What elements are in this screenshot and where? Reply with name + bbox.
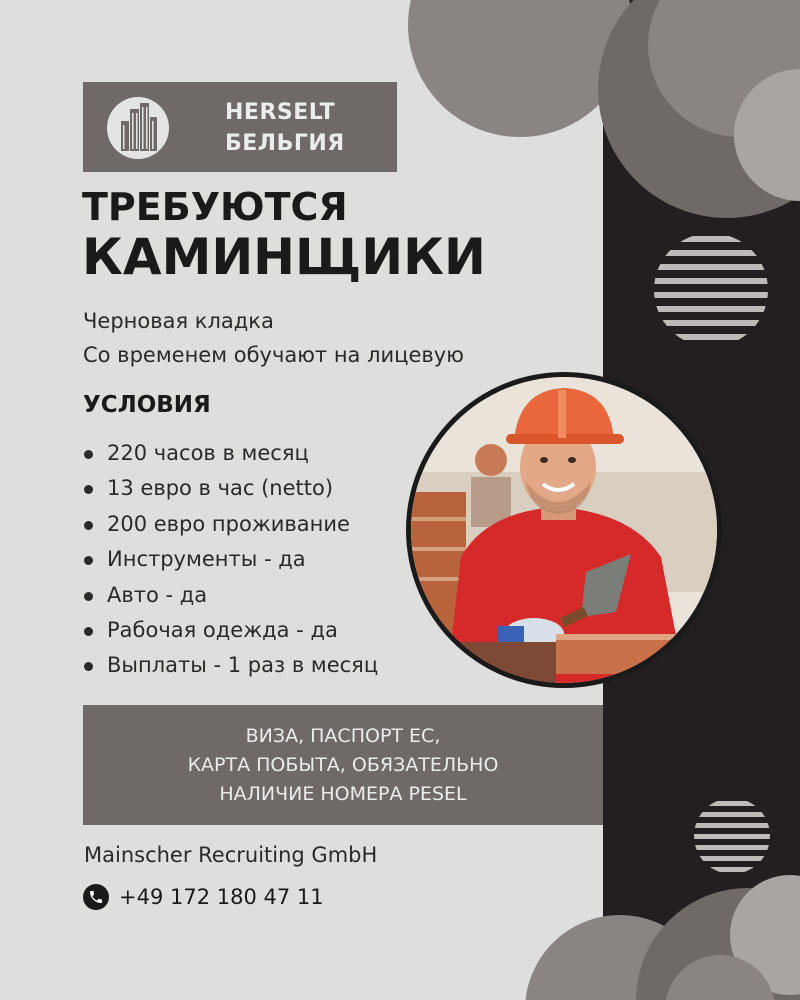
- brand-country: БЕЛЬГИЯ: [225, 131, 345, 156]
- description-line: Со временем обучают на лицевую: [83, 343, 464, 367]
- decor-circle-top-left: [408, 0, 632, 137]
- condition-item: 13 евро в час (netto): [83, 471, 378, 506]
- condition-item: Инструменты - да: [83, 542, 378, 577]
- condition-item: 220 часов в месяц: [83, 436, 378, 471]
- logo-banner: [83, 82, 397, 172]
- condition-item: Рабочая одежда - да: [83, 613, 378, 648]
- company-name: Mainscher Recruiting GmbH: [84, 843, 378, 867]
- headline-line1: ТРЕБУЮТСЯ: [82, 185, 348, 229]
- notice-line: ВИЗА, ПАСПОРТ ЕС,: [245, 724, 441, 747]
- logo-text: [225, 97, 345, 159]
- brand-name: HERSELT: [225, 100, 336, 125]
- document-requirements-box: [83, 705, 603, 825]
- description-line: Черновая кладка: [83, 309, 274, 333]
- bricklayer-photo: [406, 372, 722, 688]
- phone-number[interactable]: +49 172 180 47 11: [119, 885, 324, 909]
- headline-line2: КАМИНЩИКИ: [82, 228, 486, 286]
- notice-line: КАРТА ПОБЫТА, ОБЯЗАТЕЛЬНО: [187, 753, 499, 776]
- condition-item: 200 евро проживание: [83, 507, 378, 542]
- notice-line: НАЛИЧИЕ НОМЕРА PESEL: [219, 782, 467, 805]
- job-description: [83, 304, 464, 372]
- conditions-title: УСЛОВИЯ: [83, 392, 211, 418]
- condition-item: Выплаты - 1 раз в месяц: [83, 648, 378, 683]
- condition-item: Авто - да: [83, 578, 378, 613]
- conditions-list: [83, 436, 378, 684]
- phone-contact[interactable]: [83, 884, 324, 910]
- logo-emblem: [107, 97, 169, 159]
- skyscraper-icon: [107, 97, 169, 159]
- striped-circle-upper: [650, 236, 775, 340]
- striped-circle-lower: [690, 801, 775, 872]
- phone-icon: [83, 884, 109, 910]
